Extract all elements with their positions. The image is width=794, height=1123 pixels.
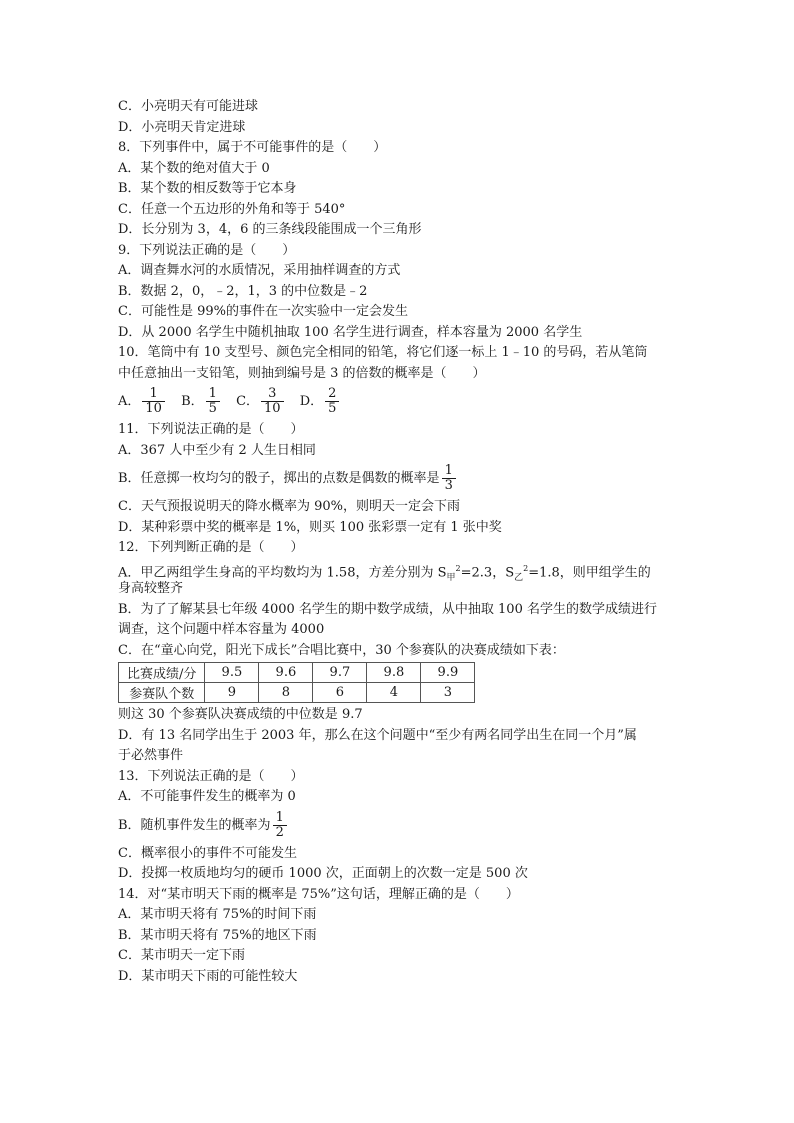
q14-option-b: B．某市明天将有 75%的地区下雨 xyxy=(118,927,317,943)
table-cell: 9.8 xyxy=(367,663,421,683)
q11-option-d: D．某种彩票中奖的概率是 1%，则买 100 张彩票一定有 1 张中奖 xyxy=(118,519,502,535)
fraction-denominator: 3 xyxy=(444,478,453,493)
q10-option-d-label: D． xyxy=(299,394,324,409)
subscript: 甲 xyxy=(446,572,456,583)
q8-option-b: B．某个数的相反数等于它本身 xyxy=(118,181,297,196)
q10-option-c-label: C． xyxy=(236,394,260,409)
q13-option-a: A．不可能事件发生的概率为 0 xyxy=(118,789,296,804)
fraction xyxy=(273,811,287,839)
q10-options xyxy=(118,384,678,420)
q7-option-d: D．小亮明天肯定进球 xyxy=(118,119,246,135)
q14-option-d: D．某市明天下雨的可能性较大 xyxy=(118,968,298,984)
q13-option-b-text: B．随机事件发生的概率为 xyxy=(118,817,271,833)
q9-option-d: D．从 2000 名学生中随机抽取 100 名学生进行调查，样本容量为 2000 名学生 xyxy=(118,324,583,340)
superscript: 2 xyxy=(455,563,461,573)
fraction-denominator: 5 xyxy=(208,401,217,416)
q9-stem: 9．下列说法正确的是（ ） xyxy=(118,242,296,258)
q8-option-d: D．长分别为 3，4，6 的三条线段能围成一个三角形 xyxy=(118,222,422,237)
q11-option-a: A．367 人中至少有 2 人生日相同 xyxy=(118,442,316,458)
q13-option-d: D．投掷一枚质地均匀的硬币 1000 次，正面朝上的次数一定是 500 次 xyxy=(118,866,528,881)
q9-option-a: A．调查舞水河的水质情况，采用抽样调查的方式 xyxy=(118,263,401,278)
q8-stem: 8．下列事件中，属于不可能事件的是（ ） xyxy=(118,140,387,155)
table-header-cell: 参赛队个数 xyxy=(119,683,205,703)
q10-option-a xyxy=(118,384,167,420)
q11-stem: 11．下列说法正确的是（ ） xyxy=(118,422,304,437)
q12-option-c: C．在“童心向党，阳光下成长”合唱比赛中，30 个参赛队的决赛成绩如下表： xyxy=(118,642,565,658)
q14-option-a: A．某市明天将有 75%的时间下雨 xyxy=(118,907,317,922)
fraction-numerator: 1 xyxy=(273,811,287,826)
fraction xyxy=(261,387,284,415)
fraction-denominator: 10 xyxy=(145,401,162,416)
q13-option-b xyxy=(118,808,678,844)
q12-option-d-line2: 于必然事件 xyxy=(118,748,184,763)
q12-stem: 12．下列判断正确的是（ ） xyxy=(118,540,304,555)
fraction-numerator: 3 xyxy=(261,387,284,402)
table-cell: 6 xyxy=(313,683,367,703)
score-table xyxy=(118,662,475,703)
q10-option-b-label: B． xyxy=(181,394,204,409)
fraction-numerator: 1 xyxy=(206,387,220,402)
document-page xyxy=(118,97,678,987)
q12-option-b-line1: B．为了了解某县七年级 4000 名学生的期中数学成绩，从中抽取 100 名学生的数学成绩进行 xyxy=(118,601,657,617)
q14-option-c: C．某市明天一定下雨 xyxy=(118,948,245,963)
q13-option-c: C．概率很小的事件不可能发生 xyxy=(118,845,297,861)
table-row xyxy=(119,683,475,703)
q10-stem-line2: 中任意抽出一支铅笔，则抽到编号是 3 的倍数的概率是（ ） xyxy=(118,365,486,381)
q14-stem: 14．对“某市明天下雨的概率是 75%”这句话，理解正确的是（ ） xyxy=(118,886,519,902)
q12-option-a-text: =2.3，S xyxy=(460,564,515,580)
table-cell: 9.7 xyxy=(313,663,367,683)
fraction-denominator: 10 xyxy=(264,401,281,416)
q12-option-d-line1: D．有 13 名同学出生于 2003 年，那么在这个问题中“至少有两名同学出生在同一个月”属 xyxy=(118,727,637,743)
q12-option-a xyxy=(118,559,678,583)
table-cell: 4 xyxy=(367,683,421,703)
table-cell: 9.9 xyxy=(421,663,475,683)
q10-stem-line1: 10．笔筒中有 10 支型号、颜色完全相同的铅笔，将它们逐一标上 1﹣10 的号码，若从笔筒 xyxy=(118,345,648,360)
fraction xyxy=(206,387,220,415)
q11-option-b xyxy=(118,461,678,497)
q12-option-a-line2: 身高较整齐 xyxy=(118,581,184,596)
fraction xyxy=(442,464,456,492)
table-cell: 9 xyxy=(205,683,259,703)
table-cell: 9.5 xyxy=(205,663,259,683)
table-row xyxy=(119,663,475,683)
fraction-numerator: 1 xyxy=(142,387,165,402)
subscript: 乙 xyxy=(514,572,524,583)
table-cell: 9.6 xyxy=(259,663,313,683)
q10-option-b xyxy=(181,384,222,420)
q12-option-a-text: A．甲乙两组学生身高的平均数均为 1.58，方差分别为 S xyxy=(118,564,447,580)
table-cell: 8 xyxy=(259,683,313,703)
fraction xyxy=(142,387,165,415)
q12-option-c-conclusion: 则这 30 个参赛队决赛成绩的中位数是 9.7 xyxy=(118,707,363,722)
q9-option-c: C．可能性是 99%的事件在一次实验中一定会发生 xyxy=(118,304,408,319)
q9-option-b: B．数据 2，0，﹣2，1，3 的中位数是﹣2 xyxy=(118,283,368,299)
fraction-denominator: 2 xyxy=(275,824,284,840)
fraction-numerator: 2 xyxy=(325,387,339,402)
superscript: 2 xyxy=(523,563,529,573)
q12-option-a-text: =1.8，则甲组学生的 xyxy=(528,564,651,580)
fraction xyxy=(325,387,339,415)
table-cell: 3 xyxy=(421,683,475,703)
q10-option-a-label: A． xyxy=(118,394,141,409)
q11-option-c: C．天气预报说明天的降水概率为 90%，则明天一定会下雨 xyxy=(118,499,460,514)
fraction-numerator: 1 xyxy=(442,464,456,479)
q7-option-c: C．小亮明天有可能进球 xyxy=(118,99,258,114)
q8-option-c: C．任意一个五边形的外角和等于 540° xyxy=(118,201,346,217)
fraction-denominator: 5 xyxy=(328,401,337,416)
q10-option-c xyxy=(236,384,286,420)
q12-option-b-line2: 调查，这个问题中样本容量为 4000 xyxy=(118,622,325,637)
q11-option-b-text: B．任意掷一枚均匀的骰子，掷出的点数是偶数的概率是 xyxy=(118,471,440,486)
q10-option-d xyxy=(300,384,342,420)
q13-stem: 13．下列说法正确的是（ ） xyxy=(118,768,304,784)
table-header-cell: 比赛成绩/分 xyxy=(119,663,205,683)
q8-option-a: A．某个数的绝对值大于 0 xyxy=(118,160,270,176)
